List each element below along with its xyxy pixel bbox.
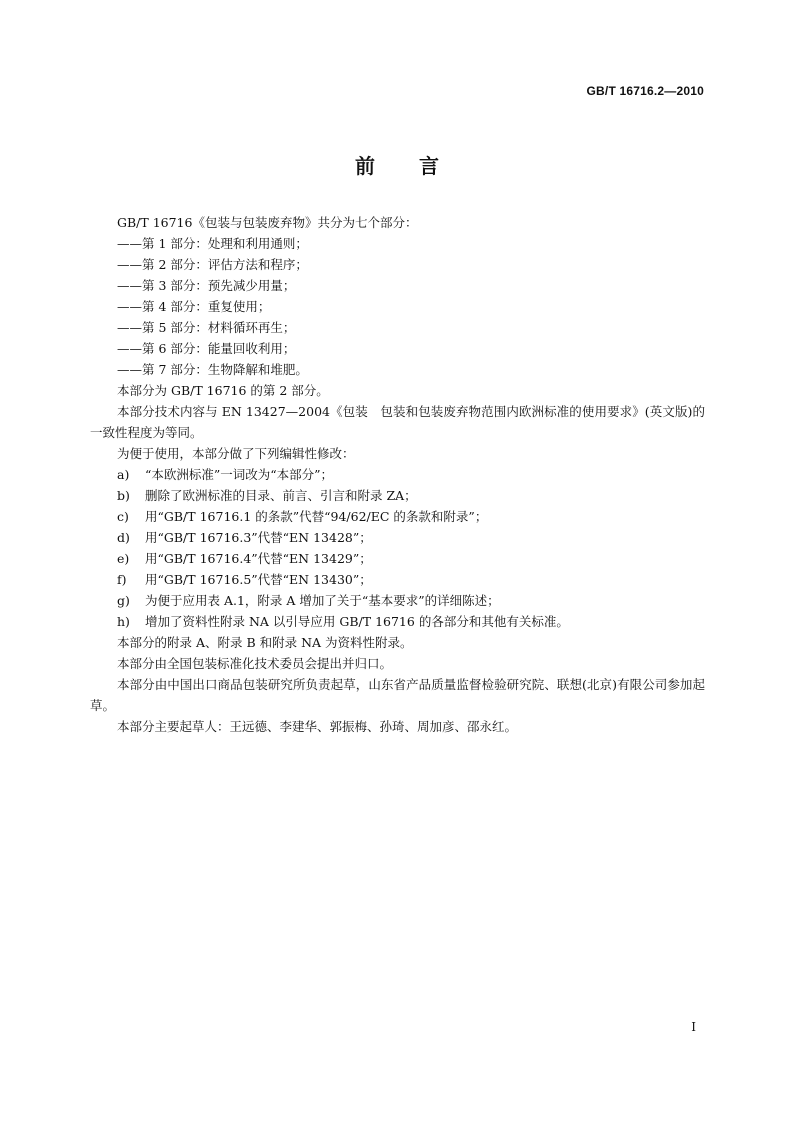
edit-text: 用“GB/T 16716.5”代替“EN 13430”； bbox=[145, 572, 372, 587]
intro-paragraph: GB/T 16716《包装与包装废弃物》共分为七个部分： bbox=[117, 215, 418, 230]
part-list-item: ——第 1 部分：处理和利用通则； bbox=[117, 236, 308, 251]
part-list-item: ——第 7 部分：生物降解和堆肥。 bbox=[117, 362, 308, 377]
foreword-body bbox=[90, 212, 705, 737]
edits-intro-paragraph: 为便于使用，本部分做了下列编辑性修改： bbox=[117, 446, 355, 461]
page-number: I bbox=[691, 1020, 696, 1034]
drafters-paragraph: 本部分主要起草人：王远德、李建华、郭振梅、孙琦、周加彦、邵永红。 bbox=[117, 719, 518, 734]
drafting-org-paragraph: 本部分由中国出口商品包装研究所负责起草，山东省产品质量监督检验研究院、联想(北京)有限公司参加起草。 bbox=[90, 677, 705, 713]
edit-list-item bbox=[90, 485, 705, 506]
edit-list-item bbox=[90, 548, 705, 569]
edit-text: 删除了欧洲标准的目录、前言、引言和附录 ZA； bbox=[145, 488, 417, 503]
edit-list-item bbox=[90, 590, 705, 611]
edit-list-item bbox=[90, 527, 705, 548]
edit-label: g) bbox=[117, 593, 130, 608]
edit-text: 用“GB/T 16716.1 的条款”代替“94/62/EC 的条款和附录”； bbox=[145, 509, 488, 524]
edit-list-item bbox=[90, 464, 705, 485]
equivalence-paragraph: 本部分技术内容与 EN 13427—2004《包装 包装和包装废弃物范围内欧洲标准的使用要求》(英文版)的一致性程度为等同。 bbox=[90, 404, 705, 440]
edit-label: h) bbox=[117, 614, 130, 629]
edit-text: 用“GB/T 16716.4”代替“EN 13429”； bbox=[145, 551, 372, 566]
this-part-paragraph: 本部分为 GB/T 16716 的第 2 部分。 bbox=[117, 383, 329, 398]
page-title: 前言 bbox=[355, 154, 483, 178]
edit-text: 增加了资料性附录 NA 以引导应用 GB/T 16716 的各部分和其他有关标准。 bbox=[145, 614, 569, 629]
standard-code: GB/T 16716.2—2010 bbox=[586, 84, 704, 98]
edit-label: f) bbox=[117, 572, 127, 587]
edit-label: b) bbox=[117, 488, 130, 503]
annexes-paragraph: 本部分的附录 A、附录 B 和附录 NA 为资料性附录。 bbox=[117, 635, 413, 650]
edit-label: a) bbox=[117, 467, 130, 482]
part-list-item: ——第 6 部分：能量回收利用； bbox=[117, 341, 296, 356]
edit-label: c) bbox=[117, 509, 129, 524]
edit-list-item bbox=[90, 611, 705, 632]
edit-text: “本欧洲标准”一词改为“本部分”； bbox=[145, 467, 334, 482]
part-list-item: ——第 5 部分：材料循环再生； bbox=[117, 320, 296, 335]
edit-list-item bbox=[90, 569, 705, 590]
edit-text: 用“GB/T 16716.3”代替“EN 13428”； bbox=[145, 530, 372, 545]
edit-text: 为便于应用表 A.1，附录 A 增加了关于“基本要求”的详细陈述； bbox=[145, 593, 500, 608]
part-list-item: ——第 2 部分：评估方法和程序； bbox=[117, 257, 308, 272]
proposer-paragraph: 本部分由全国包装标准化技术委员会提出并归口。 bbox=[117, 656, 393, 671]
edit-label: e) bbox=[117, 551, 130, 566]
part-list-item: ——第 3 部分：预先减少用量； bbox=[117, 278, 296, 293]
edit-list-item bbox=[90, 506, 705, 527]
edit-label: d) bbox=[117, 530, 130, 545]
part-list-item: ——第 4 部分：重复使用； bbox=[117, 299, 271, 314]
